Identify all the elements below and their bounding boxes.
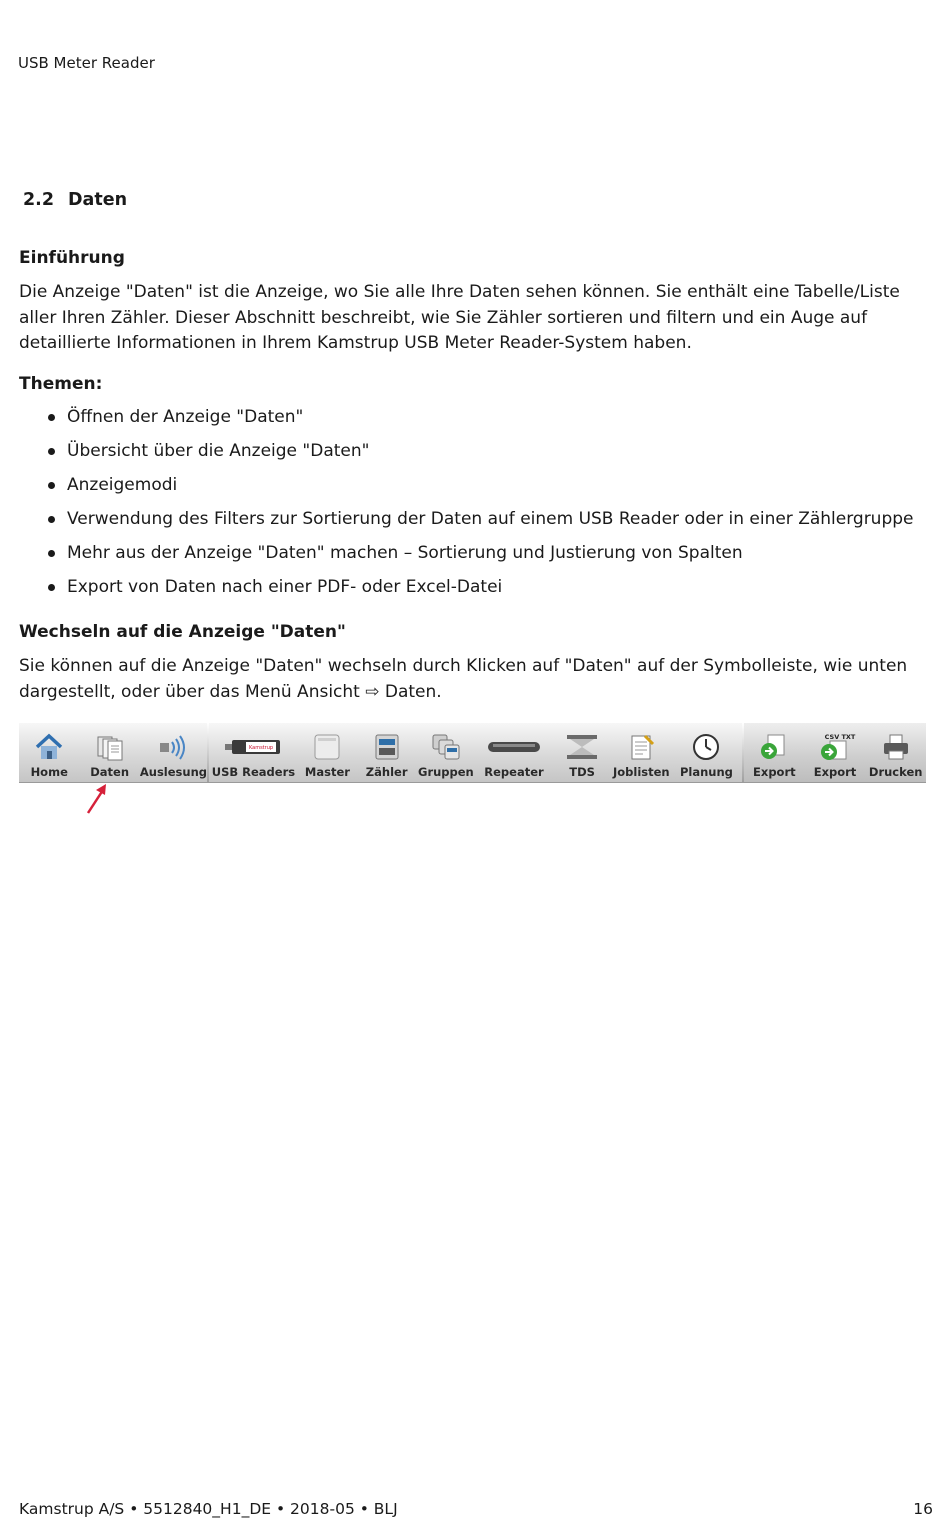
intro-heading: Einführung bbox=[19, 248, 125, 268]
topic-text: Export von Daten nach einer PDF- oder Excel-Datei bbox=[67, 577, 503, 597]
toolbar-group-output bbox=[744, 723, 926, 782]
planung-label: Planung bbox=[679, 765, 733, 779]
export-pdf-label: Export bbox=[753, 765, 796, 779]
topics-heading: Themen: bbox=[19, 374, 103, 394]
documents-icon bbox=[94, 732, 126, 762]
topic-text: Anzeigemodi bbox=[67, 475, 178, 495]
tds-button[interactable] bbox=[552, 723, 611, 782]
home-button[interactable] bbox=[19, 723, 79, 782]
export-csv-icon bbox=[819, 732, 856, 762]
wireless-reading-icon bbox=[157, 732, 189, 762]
section-title: Daten bbox=[68, 190, 128, 210]
daten-label: Daten bbox=[90, 765, 130, 779]
gruppen-label: Gruppen bbox=[418, 765, 474, 779]
export-pdf-button[interactable] bbox=[744, 723, 805, 782]
home-icon bbox=[33, 732, 65, 762]
planung-button[interactable] bbox=[671, 723, 742, 782]
master-button[interactable] bbox=[298, 723, 357, 782]
printer-icon bbox=[880, 732, 912, 762]
drucken-label: Drucken bbox=[868, 765, 923, 779]
usb-readers-button[interactable] bbox=[209, 723, 298, 782]
pointer-arrow-icon bbox=[84, 782, 114, 816]
csv-txt-badge: CSV TXT bbox=[824, 733, 856, 741]
topic-text: Mehr aus der Anzeige "Daten" machen – Sortierung und Justierung von Spalten bbox=[67, 543, 743, 563]
page-number: 16 bbox=[913, 1500, 933, 1518]
bullet-icon bbox=[48, 414, 55, 421]
zaehler-button[interactable] bbox=[357, 723, 416, 782]
zaehler-label: Zähler bbox=[365, 765, 408, 779]
toolbar-group-devices bbox=[209, 723, 742, 782]
topic-item bbox=[46, 507, 914, 541]
section-number: 2.2 bbox=[23, 190, 55, 210]
repeater-button[interactable] bbox=[475, 723, 552, 782]
topics-list bbox=[46, 405, 914, 609]
clock-icon bbox=[690, 732, 722, 762]
tds-icon bbox=[566, 732, 598, 762]
meter-icon bbox=[371, 732, 403, 762]
topic-text: Öffnen der Anzeige "Daten" bbox=[67, 407, 304, 427]
bullet-icon bbox=[48, 584, 55, 591]
section-heading bbox=[23, 190, 127, 210]
home-label: Home bbox=[30, 765, 68, 779]
bullet-icon bbox=[48, 448, 55, 455]
topic-item bbox=[46, 439, 914, 473]
joblisten-label: Joblisten bbox=[612, 765, 670, 779]
job-list-icon bbox=[625, 732, 657, 762]
running-header: USB Meter Reader bbox=[18, 54, 155, 72]
bullet-icon bbox=[48, 516, 55, 523]
toolbar-screenshot bbox=[19, 723, 926, 783]
repeater-icon bbox=[486, 732, 542, 762]
topic-item bbox=[46, 473, 914, 507]
toolbar-group-navigation bbox=[19, 723, 207, 782]
auslesung-label: Auslesung bbox=[139, 765, 207, 779]
master-device-icon bbox=[311, 732, 343, 762]
topic-item bbox=[46, 405, 914, 439]
auslesung-button[interactable] bbox=[140, 723, 207, 782]
export-csv-label: Export bbox=[813, 765, 857, 779]
bullet-icon bbox=[48, 482, 55, 489]
joblisten-button[interactable] bbox=[612, 723, 671, 782]
intro-paragraph: Die Anzeige "Daten" ist die Anzeige, wo Sie alle Ihre Daten sehen können. Sie enthält eine Tabelle/Liste aller Ihren Zähler. Dieser Abschnitt beschreibt, wie Sie Zähler sortieren und filtern und ein Auge auf detaillierte Informationen in Ihrem Kamstrup USB Meter Reader-System haben. bbox=[19, 282, 900, 353]
daten-button[interactable] bbox=[79, 723, 139, 782]
drucken-button[interactable] bbox=[865, 723, 926, 782]
bullet-icon bbox=[48, 550, 55, 557]
topic-item bbox=[46, 541, 914, 575]
meter-group-icon bbox=[430, 732, 462, 762]
repeater-label: Repeater bbox=[484, 765, 544, 779]
topic-text: Übersicht über die Anzeige "Daten" bbox=[67, 441, 370, 461]
topic-item bbox=[46, 575, 914, 609]
switch-paragraph: Sie können auf die Anzeige "Daten" wechseln durch Klicken auf "Daten" auf der Symbolleiste, wie unten dargestellt, oder über das Menü Ansicht ⇨ Daten. bbox=[19, 656, 908, 702]
export-csv-button[interactable] bbox=[805, 723, 866, 782]
master-label: Master bbox=[304, 765, 350, 779]
switch-heading: Wechseln auf die Anzeige "Daten" bbox=[19, 622, 346, 642]
usb-reader-device-text: Kamstrup bbox=[249, 745, 274, 751]
gruppen-button[interactable] bbox=[416, 723, 475, 782]
topic-text: Verwendung des Filters zur Sortierung der Daten auf einem USB Reader oder in einer Zählergruppe bbox=[67, 509, 914, 529]
footer-document-info: Kamstrup A/S • 5512840_H1_DE • 2018-05 • BLJ bbox=[19, 1500, 398, 1518]
usb-reader-icon bbox=[223, 732, 283, 762]
export-icon bbox=[758, 732, 790, 762]
tds-label: TDS bbox=[569, 765, 595, 779]
usb-readers-label: USB Readers bbox=[211, 765, 296, 779]
